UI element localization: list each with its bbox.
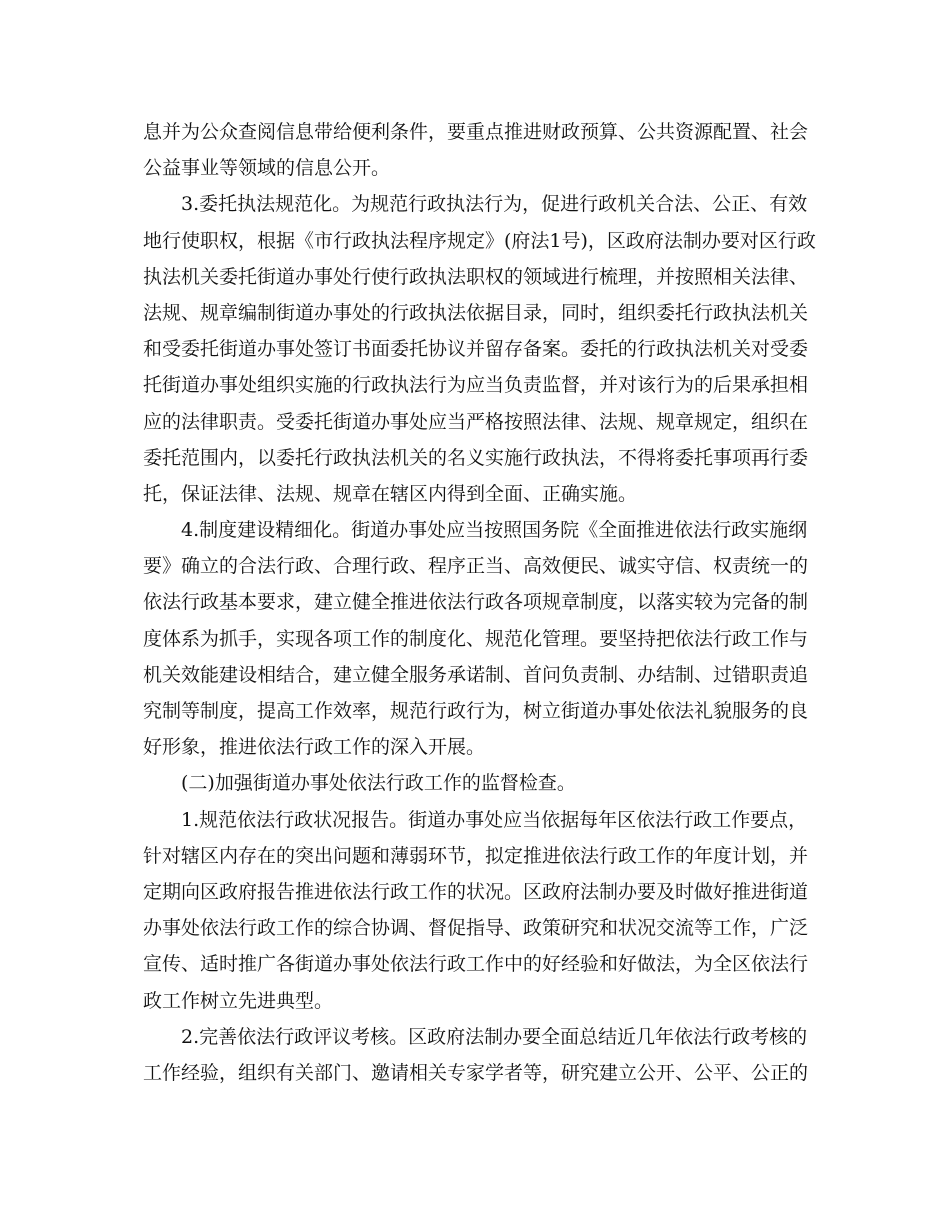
text-line: 究制等制度，提高工作效率，规范行政行为，树立街道办事处依法礼貌服务的良 [143,700,809,722]
text-line: 政工作树立先进典型。 [143,989,334,1012]
text-line: 依法行政基本要求，建立健全推进依法行政各项规章制度，以落实较为完备的制 [143,591,809,614]
text-line: 法规、规章编制街道办事处的行政执法依据目录，同时，组织委托行政执法机关 [143,301,809,324]
text-line: 委托范围内，以委托行政执法机关的名义实施行政执法，不得将委托事项再行委 [143,446,809,469]
text-line: 机关效能建设相结合，建立健全服务承诺制、首问负责制、办结制、过错职责追 [143,663,809,686]
text-line: 地行使职权，根据《市行政执法程序规定》(府法1号)，区政府法制办要对区行政 [143,229,816,252]
text-line: 要》确立的合法行政、合理行政、程序正当、高效便民、诚实守信、权责统一的 [143,555,809,578]
text-line: 办事处依法行政工作的综合协调、督促指导、政策研究和状况交流等工作，广泛 [143,917,809,940]
paragraph-heading-line: 4.制度建设精细化。街道办事处应当按照国务院《全面推进依法行政实施纲 [181,519,808,542]
text-line: 度体系为抓手，实现各项工作的制度化、规范化管理。要坚持把依法行政工作与 [143,627,809,650]
paragraph-heading-line: 1.规范依法行政状况报告。街道办事处应当依据每年区依法行政工作要点， [181,808,808,831]
text-line: 好形象，推进依法行政工作的深入开展。 [143,736,486,759]
paragraph-heading-line: 3.委托执法规范化。为规范行政执法行为，促进行政机关合法、公正、有效 [181,193,808,216]
text-line: 托街道办事处组织实施的行政执法行为应当负责监督，并对该行为的后果承担相 [143,374,809,397]
text-line: 针对辖区内存在的突出问题和薄弱环节，拟定推进依法行政工作的年度计划，并 [143,844,809,867]
text-line: 公益事业等领域的信息公开。 [143,157,391,180]
body-text [143,114,816,1091]
text-line: 应的法律职责。受委托街道办事处应当严格按照法律、法规、规章规定，组织在 [143,410,809,433]
text-line: 定期向区政府报告推进依法行政工作的状况。区政府法制办要及时做好推进街道 [143,880,809,903]
text-line: 息并为公众查阅信息带给便利条件，要重点推进财政预算、公共资源配置、社会 [143,121,809,143]
text-line: 宣传、适时推广各街道办事处依法行政工作中的好经验和好做法，为全区依法行 [143,953,809,976]
text-line: 托，保证法律、法规、规章在辖区内得到全面、正确实施。 [143,482,638,505]
text-line: 执法机关委托街道办事处行使行政执法职权的领域进行梳理，并按照相关法律、 [143,265,809,288]
text-line: 工作经验，组织有关部门、邀请相关专家学者等，研究建立公开、公平、公正的 [143,1061,809,1084]
text-line: 和受委托街道办事处签订书面委托协议并留存备案。委托的行政执法机关对受委 [143,338,809,361]
section-heading: (二)加强街道办事处依法行政工作的监督检查。 [181,772,576,795]
paragraph-heading-line: 2.完善依法行政评议考核。区政府法制办要全面总结近几年依法行政考核的 [181,1025,808,1048]
